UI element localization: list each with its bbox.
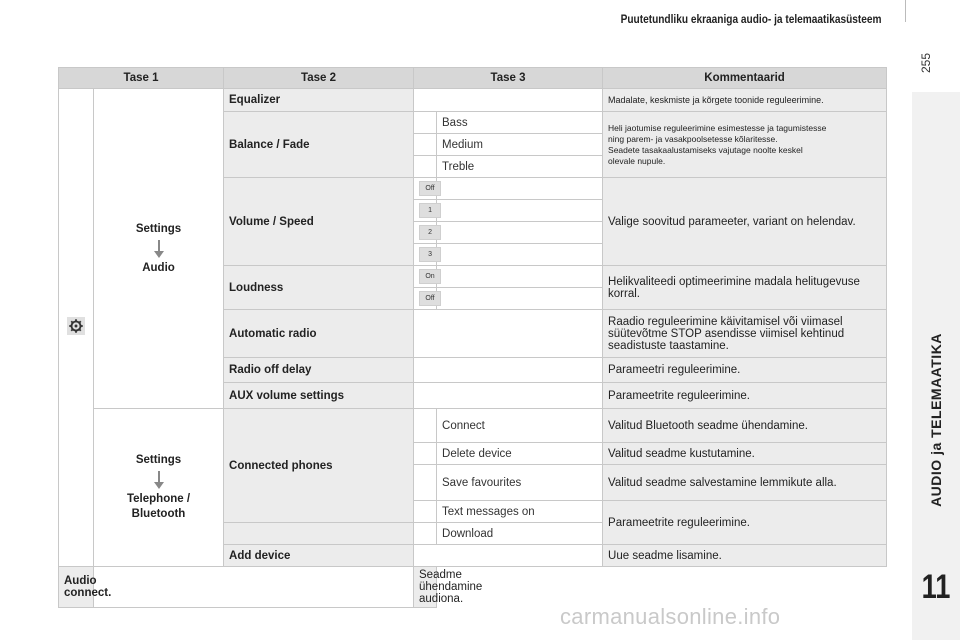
connected-phones-label: Connected phones bbox=[224, 409, 414, 523]
equalizer-comment: Madalate, keskmiste ja kõrgete toonide reguleerimine. bbox=[603, 89, 887, 112]
delete-device-option: Delete device bbox=[437, 443, 603, 465]
loudness-option-cell bbox=[414, 288, 437, 310]
empty-cell bbox=[414, 501, 437, 523]
header-level-2: Tase 2 bbox=[224, 68, 414, 89]
page-header-title: Puutetundliku ekraaniga audio- ja telemaatikasüsteem bbox=[621, 14, 882, 26]
empty-cell bbox=[414, 89, 603, 112]
empty-cell bbox=[437, 266, 603, 288]
option-chip: Off bbox=[419, 291, 441, 306]
header-divider bbox=[905, 0, 906, 22]
telephone-menu-label-2: Telephone / bbox=[126, 493, 191, 505]
table-row bbox=[59, 89, 887, 112]
balance-comment-line-1: Heli jaotumise reguleerimine esimestesse ja tagumistesse bbox=[608, 122, 827, 133]
audio-connect-comment: Seadme ühendamine audiona. bbox=[414, 567, 437, 608]
arrow-down-icon bbox=[154, 240, 164, 258]
empty-cell bbox=[94, 567, 414, 608]
watermark: carmanualsonline.info bbox=[560, 604, 781, 629]
balance-comment-line-4: olevale nupule. bbox=[608, 155, 666, 166]
empty-cell bbox=[414, 383, 603, 409]
equalizer-label: Equalizer bbox=[224, 89, 414, 112]
empty-cell bbox=[437, 244, 603, 266]
telephone-settings-menu-cell bbox=[94, 409, 224, 567]
header-level-3: Tase 3 bbox=[414, 68, 603, 89]
balance-comment-line-2: ning parem- ja vasakpoolsetesse kõlaritesse. bbox=[608, 133, 778, 144]
balance-option-treble: Treble bbox=[437, 156, 603, 178]
audio-menu-label-1: Settings bbox=[135, 222, 182, 235]
table-header-row bbox=[59, 68, 887, 89]
empty-cell bbox=[414, 409, 437, 443]
empty-cell bbox=[437, 288, 603, 310]
audio-settings-menu-cell bbox=[94, 89, 224, 409]
settings-icon-cell bbox=[59, 89, 94, 567]
loudness-label: Loudness bbox=[224, 266, 414, 310]
volume-label: Volume / Speed bbox=[224, 178, 414, 266]
loudness-option-cell bbox=[414, 266, 437, 288]
chapter-number-text: 11 bbox=[921, 568, 951, 606]
radio-off-delay-label: Radio off delay bbox=[224, 358, 414, 383]
volume-comment: Valige soovitud parameeter, variant on helendav. bbox=[603, 178, 887, 266]
page-number: 255 bbox=[919, 52, 933, 73]
save-favourites-option: Save favourites bbox=[437, 465, 603, 501]
audio-connect-label: Audio connect. bbox=[59, 567, 94, 608]
empty-cell bbox=[414, 310, 603, 358]
text-messages-comment: Parameetrite reguleerimine. bbox=[603, 501, 887, 545]
volume-option-cell bbox=[414, 178, 437, 200]
telephone-menu-label-3: Bluetooth bbox=[131, 508, 186, 520]
volume-option-cell bbox=[414, 222, 437, 244]
add-device-label: Add device bbox=[224, 545, 414, 567]
download-option: Download bbox=[437, 523, 603, 545]
delete-device-comment: Valitud seadme kustutamine. bbox=[603, 443, 887, 465]
aux-volume-label: AUX volume settings bbox=[224, 383, 414, 409]
balance-option-medium: Medium bbox=[437, 134, 603, 156]
empty-cell bbox=[437, 178, 603, 200]
add-device-comment: Uue seadme lisamine. bbox=[603, 545, 887, 567]
audio-menu-label-2: Audio bbox=[142, 261, 175, 274]
table-row bbox=[59, 567, 887, 608]
option-chip: 2 bbox=[419, 225, 441, 240]
menu-table bbox=[58, 67, 887, 608]
empty-cell bbox=[414, 134, 437, 156]
telephone-menu-label-1: Settings bbox=[135, 454, 182, 466]
connect-comment: Valitud Bluetooth seadme ühendamine. bbox=[603, 409, 887, 443]
volume-option-cell bbox=[414, 200, 437, 222]
empty-cell bbox=[414, 443, 437, 465]
aux-volume-comment: Parameetrite reguleerimine. bbox=[603, 383, 887, 409]
empty-cell bbox=[437, 200, 603, 222]
empty-cell bbox=[414, 465, 437, 501]
empty-cell bbox=[414, 156, 437, 178]
empty-cell bbox=[414, 523, 437, 545]
side-chapter-title bbox=[912, 290, 960, 550]
connect-option: Connect bbox=[437, 409, 603, 443]
header-comments: Kommentaarid bbox=[603, 68, 887, 89]
option-chip: 1 bbox=[419, 203, 441, 218]
empty-cell bbox=[414, 112, 437, 134]
empty-cell bbox=[224, 523, 414, 545]
balance-label: Balance / Fade bbox=[224, 112, 414, 178]
loudness-comment: Helikvaliteedi optimeerimine madala helitugevuse korral. bbox=[603, 266, 887, 310]
option-chip: Off bbox=[419, 181, 441, 196]
gear-icon bbox=[67, 317, 85, 335]
header-level-1: Tase 1 bbox=[59, 68, 224, 89]
side-chapter-title-text: AUDIO ja TELEMAATIKA bbox=[928, 333, 944, 507]
empty-cell bbox=[414, 358, 603, 383]
empty-cell bbox=[414, 545, 603, 567]
save-favourites-comment: Valitud seadme salvestamine lemmikute alla. bbox=[603, 465, 887, 501]
balance-comment bbox=[603, 112, 887, 178]
automatic-radio-comment: Raadio reguleerimine käivitamisel või viimasel süütevõtme STOP asendisse viimisel kehtinud seadistuste taastamine. bbox=[603, 310, 887, 358]
balance-option-bass: Bass bbox=[437, 112, 603, 134]
volume-option-cell bbox=[414, 244, 437, 266]
automatic-radio-label: Automatic radio bbox=[224, 310, 414, 358]
chapter-number bbox=[912, 560, 960, 614]
empty-cell bbox=[437, 222, 603, 244]
text-messages-option: Text messages on bbox=[437, 501, 603, 523]
balance-comment-line-3: Seadete tasakaalustamiseks vajutage noolte keskel bbox=[608, 144, 803, 155]
radio-off-delay-comment: Parameetri reguleerimine. bbox=[603, 358, 887, 383]
option-chip: On bbox=[419, 269, 441, 284]
table-row bbox=[59, 409, 887, 443]
option-chip: 3 bbox=[419, 247, 441, 262]
arrow-down-icon bbox=[154, 471, 164, 489]
